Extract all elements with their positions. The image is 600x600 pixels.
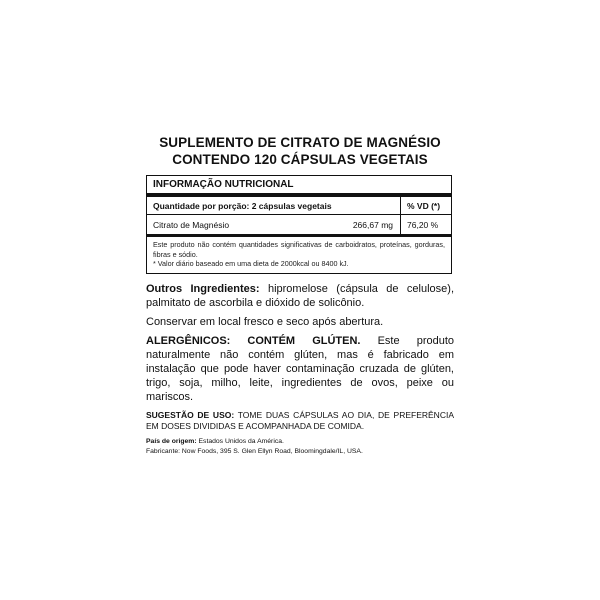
nutrition-notes — [147, 237, 451, 273]
serving-value: 2 cápsulas vegetais — [251, 200, 332, 211]
nutrition-header: INFORMAÇÃO NUTRICIONAL — [147, 176, 451, 197]
storage-text: Conservar em local fresco e seco após abertura. — [146, 315, 384, 328]
label-body — [146, 282, 454, 404]
nutrient-amount: 266,67 mg — [352, 219, 393, 230]
nutrition-note-1: Este produto não contém quantidades significativas de carboidratos, proteínas, gorduras, fibras e sódio. — [153, 240, 445, 259]
manufacturer-line: Fabricante: Now Foods, 395 S. Glen Ellyn Road, Bloomingdale/IL, USA. — [146, 447, 363, 455]
origin-line — [146, 437, 454, 447]
nutrition-note-2: * Valor diário baseado em uma dieta de 2000kcal ou 8400 kJ. — [153, 259, 349, 268]
origin-label: País de origem: — [146, 437, 197, 445]
serving-row — [147, 197, 451, 215]
nutrient-name: Citrato de Magnésio — [153, 219, 230, 230]
serving-cell — [147, 201, 400, 211]
allergens-paragraph — [146, 334, 454, 404]
origin-text: Estados Unidos da América. — [198, 437, 284, 445]
supplement-label — [146, 134, 454, 457]
nutrient-row — [147, 215, 451, 237]
title-line-1: SUPLEMENTO DE CITRATO DE MAGNÉSIO — [159, 135, 441, 150]
origin-info — [146, 437, 454, 457]
title-line-2: CONTENDO 120 CÁPSULAS VEGETAIS — [172, 152, 428, 167]
ingredients-text: hipromelose (cápsula de celulose), palmitato de ascorbila e dióxido de solicônio. — [146, 282, 455, 309]
allergens-text: Este produto naturalmente não contém glúten, mas é fabricado em instalação que pode haver contaminação cruzada de glúten, trigo, soja, milho, leite, ingredientes de ovos, peixe ou mariscos. — [146, 334, 455, 403]
serving-label: Quantidade por porção: — [153, 200, 250, 211]
vd-header: % VD (*) — [400, 197, 451, 214]
suggestion-label: SUGESTÃO DE USO: — [146, 409, 235, 420]
ingredients-paragraph — [146, 282, 454, 310]
usage-suggestion — [146, 410, 454, 433]
nutrient-vd: 76,20 % — [400, 215, 451, 234]
allergens-label: ALERGÊNICOS: CONTÉM GLÚTEN. — [146, 334, 361, 347]
ingredients-label: Outros Ingredientes: — [146, 282, 260, 295]
suggestion-text: TOME DUAS CÁPSULAS AO DIA, DE PREFERÊNCIA EM DOSES DIVIDIDAS E ACOMPANHADA DE COMIDA. — [146, 409, 454, 431]
nutrition-table — [146, 175, 452, 274]
product-title — [146, 134, 454, 168]
